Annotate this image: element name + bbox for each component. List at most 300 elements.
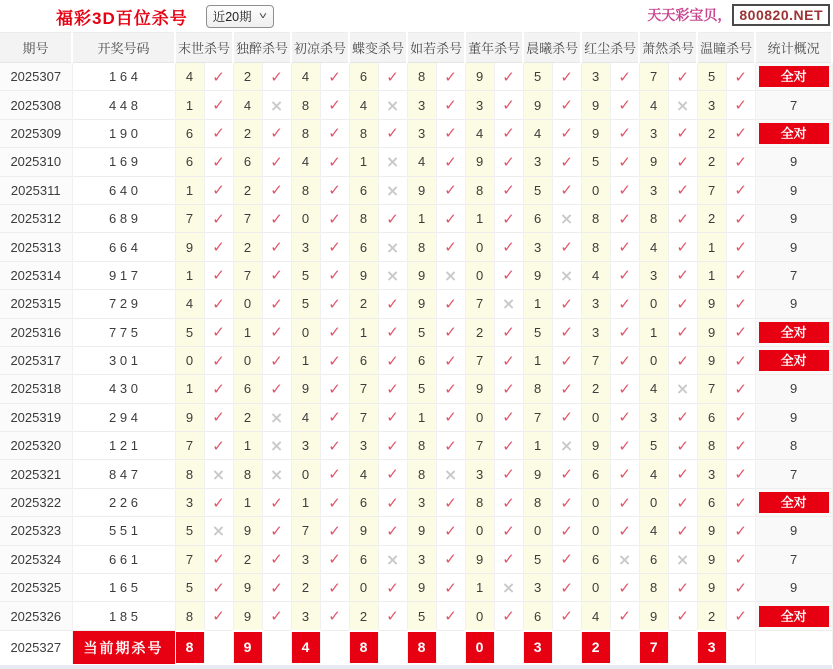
hit-check-icon: ✓	[552, 233, 581, 261]
kill-digit-cell: 3	[175, 488, 204, 516]
kill-digit-cell: 4	[639, 375, 668, 403]
kill-digit-cell: 5	[697, 63, 726, 91]
hit-check-icon: ✓	[320, 148, 349, 176]
hit-check-icon: ✓	[726, 488, 755, 516]
period-cell: 2025314	[0, 261, 72, 289]
kill-digit-cell: 9	[233, 517, 262, 545]
stat-cell	[755, 119, 832, 147]
current-kill-digit-cell: 8	[175, 631, 204, 664]
kill-digit-cell: 6	[697, 403, 726, 431]
kill-digit-cell: 1	[175, 261, 204, 289]
kill-digit-cell: 0	[639, 488, 668, 516]
miss-cross-icon: ×	[378, 176, 407, 204]
hit-check-icon: ✓	[436, 574, 465, 602]
kill-digit-cell: 9	[581, 91, 610, 119]
hit-check-icon: ✓	[378, 346, 407, 374]
current-kill-digit-cell: 2	[581, 631, 610, 664]
hit-check-icon: ✓	[494, 176, 523, 204]
kill-digit-cell: 9	[697, 574, 726, 602]
hit-check-icon: ✓	[552, 176, 581, 204]
hit-check-icon: ✓	[726, 460, 755, 488]
hit-check-icon: ✓	[494, 432, 523, 460]
kill-digit-cell: 8	[175, 602, 204, 631]
hit-check-icon: ✓	[204, 346, 233, 374]
hit-check-icon: ✓	[552, 545, 581, 573]
current-kill-digit-cell: 3	[523, 631, 552, 664]
kill-digit-cell: 7	[465, 346, 494, 374]
hit-check-icon: ✓	[204, 148, 233, 176]
current-period-row	[0, 631, 832, 664]
miss-cross-icon: ×	[204, 517, 233, 545]
table-row	[0, 290, 832, 318]
kill-digit-cell: 8	[233, 460, 262, 488]
miss-cross-icon: ×	[552, 432, 581, 460]
kill-digit-cell: 9	[581, 432, 610, 460]
kill-digit-cell: 6	[175, 119, 204, 147]
kill-digit-cell: 5	[523, 318, 552, 346]
hit-check-icon: ✓	[610, 290, 639, 318]
hit-check-icon: ✓	[668, 119, 697, 147]
kill-digit-cell: 8	[639, 574, 668, 602]
kill-digit-cell: 2	[233, 403, 262, 431]
hit-check-icon: ✓	[726, 148, 755, 176]
hit-check-icon: ✓	[320, 346, 349, 374]
kill-digit-cell: 7	[523, 403, 552, 431]
empty-mark-cell	[204, 631, 233, 664]
kill-digit-cell: 7	[581, 346, 610, 374]
kill-digit-cell: 9	[465, 148, 494, 176]
stat-cell	[755, 488, 832, 516]
kill-digit-cell: 3	[407, 119, 436, 147]
kill-digit-cell: 9	[581, 119, 610, 147]
kill-digit-cell: 0	[291, 460, 320, 488]
stat-cell	[755, 318, 832, 346]
kill-digit-cell: 3	[465, 460, 494, 488]
kill-digit-cell: 9	[233, 602, 262, 631]
hit-check-icon: ✓	[726, 261, 755, 289]
kill-digit-cell: 9	[639, 148, 668, 176]
period-cell: 2025321	[0, 460, 72, 488]
kill-digit-cell: 9	[407, 261, 436, 289]
kill-digit-cell: 3	[697, 460, 726, 488]
kill-digit-cell: 1	[523, 290, 552, 318]
kill-digit-cell: 0	[349, 574, 378, 602]
hit-check-icon: ✓	[726, 574, 755, 602]
hit-check-icon: ✓	[320, 488, 349, 516]
hit-check-icon: ✓	[494, 403, 523, 431]
hit-check-icon: ✓	[610, 460, 639, 488]
kill-digit-cell: 4	[639, 233, 668, 261]
hit-check-icon: ✓	[610, 119, 639, 147]
hit-check-icon: ✓	[552, 91, 581, 119]
winning-number-cell: 8 4 7	[72, 460, 175, 488]
hit-check-icon: ✓	[726, 91, 755, 119]
kill-digit-cell: 9	[465, 545, 494, 573]
hit-check-icon: ✓	[726, 204, 755, 232]
kill-digit-cell: 4	[291, 148, 320, 176]
winning-number-cell: 1 8 5	[72, 602, 175, 631]
kill-digit-cell: 2	[697, 602, 726, 631]
kill-digit-cell: 3	[581, 63, 610, 91]
hit-check-icon: ✓	[552, 403, 581, 431]
hit-check-icon: ✓	[204, 488, 233, 516]
hit-check-icon: ✓	[436, 403, 465, 431]
hit-check-icon: ✓	[552, 119, 581, 147]
kill-digit-cell: 4	[349, 460, 378, 488]
kill-digit-cell: 3	[639, 119, 668, 147]
site-watermark	[647, 4, 830, 26]
kill-digit-cell: 0	[639, 346, 668, 374]
kill-digit-cell: 3	[581, 318, 610, 346]
hit-check-icon: ✓	[494, 517, 523, 545]
current-kill-digit-cell: 9	[233, 631, 262, 664]
hit-check-icon: ✓	[436, 517, 465, 545]
current-kill-digit-cell: 7	[639, 631, 668, 664]
kill-digit-cell: 0	[233, 346, 262, 374]
kill-digit-cell: 1	[175, 91, 204, 119]
hit-check-icon: ✓	[262, 290, 291, 318]
kill-digit-cell: 1	[233, 432, 262, 460]
kill-digit-cell: 6	[349, 233, 378, 261]
hit-check-icon: ✓	[436, 233, 465, 261]
hit-check-icon: ✓	[262, 204, 291, 232]
hit-check-icon: ✓	[204, 119, 233, 147]
kill-digit-cell: 8	[407, 233, 436, 261]
hit-check-icon: ✓	[436, 432, 465, 460]
kill-digit-cell: 5	[407, 602, 436, 631]
hit-check-icon: ✓	[726, 403, 755, 431]
hit-check-icon: ✓	[436, 318, 465, 346]
hit-check-icon: ✓	[320, 403, 349, 431]
all-correct-badge: 全对	[759, 66, 829, 87]
hit-check-icon: ✓	[494, 261, 523, 289]
kill-digit-cell: 1	[175, 176, 204, 204]
kill-digit-cell: 3	[465, 91, 494, 119]
hit-check-icon: ✓	[552, 318, 581, 346]
kill-digit-cell: 0	[465, 233, 494, 261]
table-row	[0, 91, 832, 119]
period-cell: 2025316	[0, 318, 72, 346]
kill-digit-cell: 4	[465, 119, 494, 147]
chevron-down-icon: ˅	[258, 10, 267, 22]
hit-check-icon: ✓	[726, 176, 755, 204]
current-kill-digit-cell: 8	[407, 631, 436, 664]
hit-check-icon: ✓	[552, 460, 581, 488]
kill-digit-cell: 1	[233, 488, 262, 516]
hit-check-icon: ✓	[668, 460, 697, 488]
empty-mark-cell	[436, 631, 465, 664]
kill-digit-cell: 1	[349, 148, 378, 176]
kill-digit-cell: 6	[349, 346, 378, 374]
kill-digit-cell: 6	[639, 545, 668, 573]
kill-digit-cell: 9	[407, 517, 436, 545]
table-row	[0, 432, 832, 460]
kill-digit-cell: 3	[349, 432, 378, 460]
winning-number-cell: 2 9 4	[72, 403, 175, 431]
winning-number-cell: 4 3 0	[72, 375, 175, 403]
stat-cell	[755, 346, 832, 374]
table-row	[0, 602, 832, 631]
table-row	[0, 403, 832, 431]
hit-check-icon: ✓	[262, 119, 291, 147]
kill-digit-cell: 6	[349, 63, 378, 91]
miss-cross-icon: ×	[610, 545, 639, 573]
kill-digit-cell: 0	[175, 346, 204, 374]
kill-digit-cell: 7	[175, 545, 204, 573]
kill-digit-cell: 9	[233, 574, 262, 602]
hit-check-icon: ✓	[204, 602, 233, 631]
period-cell: 2025311	[0, 176, 72, 204]
miss-cross-icon: ×	[262, 432, 291, 460]
kill-digit-cell: 5	[407, 375, 436, 403]
hit-check-icon: ✓	[494, 460, 523, 488]
kill-digit-cell: 7	[465, 290, 494, 318]
hit-check-icon: ✓	[552, 346, 581, 374]
kill-digit-cell: 9	[523, 91, 552, 119]
period-cell: 2025323	[0, 517, 72, 545]
hit-check-icon: ✓	[610, 233, 639, 261]
kill-digit-cell: 5	[291, 261, 320, 289]
top-bar	[0, 0, 832, 32]
kill-digit-cell: 4	[639, 91, 668, 119]
col-header-kill: 末世杀号	[175, 33, 233, 63]
kill-digit-cell: 3	[407, 488, 436, 516]
col-header-kill: 如若杀号	[407, 33, 465, 63]
col-header-period: 期号	[0, 33, 72, 63]
empty-mark-cell	[610, 631, 639, 664]
miss-cross-icon: ×	[436, 460, 465, 488]
period-cell: 2025318	[0, 375, 72, 403]
kill-digit-cell: 9	[291, 375, 320, 403]
kill-digit-cell: 1	[407, 204, 436, 232]
hit-check-icon: ✓	[494, 346, 523, 374]
miss-cross-icon: ×	[668, 375, 697, 403]
period-cell: 2025325	[0, 574, 72, 602]
kill-digit-cell: 3	[639, 261, 668, 289]
hit-check-icon: ✓	[320, 574, 349, 602]
stat-cell-empty	[755, 631, 832, 664]
kill-digit-cell: 7	[291, 517, 320, 545]
hit-check-icon: ✓	[262, 545, 291, 573]
hit-check-icon: ✓	[204, 63, 233, 91]
miss-cross-icon: ×	[204, 460, 233, 488]
hit-check-icon: ✓	[610, 318, 639, 346]
hit-check-icon: ✓	[262, 233, 291, 261]
hit-check-icon: ✓	[204, 91, 233, 119]
kill-digit-cell: 7	[175, 204, 204, 232]
hit-check-icon: ✓	[552, 574, 581, 602]
stat-cell	[755, 63, 832, 91]
winning-number-cell: 5 5 1	[72, 517, 175, 545]
kill-digit-cell: 4	[581, 261, 610, 289]
empty-mark-cell	[668, 631, 697, 664]
kill-digit-cell: 5	[291, 290, 320, 318]
miss-cross-icon: ×	[552, 204, 581, 232]
kill-digit-cell: 9	[175, 233, 204, 261]
kill-digit-cell: 2	[349, 602, 378, 631]
hit-check-icon: ✓	[668, 403, 697, 431]
kill-digit-cell: 1	[465, 204, 494, 232]
period-range-dropdown[interactable]	[206, 5, 275, 28]
kill-digit-cell: 8	[581, 233, 610, 261]
table-row	[0, 261, 832, 289]
table-row	[0, 204, 832, 232]
hit-check-icon: ✓	[204, 261, 233, 289]
kill-digit-cell: 6	[349, 545, 378, 573]
stat-cell: 9	[755, 148, 832, 176]
empty-mark-cell	[320, 631, 349, 664]
winning-number-cell: 7 7 5	[72, 318, 175, 346]
kill-digit-cell: 3	[639, 176, 668, 204]
empty-mark-cell	[262, 631, 291, 664]
hit-check-icon: ✓	[610, 403, 639, 431]
kill-digit-cell: 6	[581, 460, 610, 488]
table-row	[0, 148, 832, 176]
hit-check-icon: ✓	[610, 63, 639, 91]
site-name-text: 天天彩宝贝，	[647, 7, 732, 23]
hit-check-icon: ✓	[494, 148, 523, 176]
stat-cell: 7	[755, 460, 832, 488]
hit-check-icon: ✓	[204, 545, 233, 573]
kill-digit-cell: 0	[581, 488, 610, 516]
hit-check-icon: ✓	[436, 375, 465, 403]
bottom-divider	[0, 665, 832, 669]
winning-number-cell: 7 2 9	[72, 290, 175, 318]
hit-check-icon: ✓	[378, 432, 407, 460]
kill-digit-cell: 1	[349, 318, 378, 346]
hit-check-icon: ✓	[320, 545, 349, 573]
kill-digit-cell: 7	[349, 375, 378, 403]
hit-check-icon: ✓	[436, 176, 465, 204]
table-row	[0, 318, 832, 346]
table-row	[0, 517, 832, 545]
hit-check-icon: ✓	[668, 63, 697, 91]
kill-digit-cell: 8	[407, 63, 436, 91]
period-cell: 2025319	[0, 403, 72, 431]
hit-check-icon: ✓	[668, 290, 697, 318]
stat-cell: 9	[755, 403, 832, 431]
current-kill-digit-cell: 4	[291, 631, 320, 664]
hit-check-icon: ✓	[610, 204, 639, 232]
period-cell: 2025309	[0, 119, 72, 147]
stat-cell: 9	[755, 290, 832, 318]
kill-digit-cell: 6	[233, 375, 262, 403]
hit-check-icon: ✓	[262, 176, 291, 204]
hit-check-icon: ✓	[726, 63, 755, 91]
page-title: 福彩3D百位杀号	[56, 8, 188, 28]
kill-digit-cell: 9	[639, 602, 668, 631]
hit-check-icon: ✓	[494, 375, 523, 403]
hit-check-icon: ✓	[204, 403, 233, 431]
kill-digit-cell: 8	[349, 204, 378, 232]
hit-check-icon: ✓	[320, 602, 349, 631]
period-cell: 2025313	[0, 233, 72, 261]
kill-digit-cell: 3	[407, 91, 436, 119]
table-header-row	[0, 33, 832, 63]
stat-cell: 7	[755, 261, 832, 289]
kill-digit-cell: 6	[697, 488, 726, 516]
hit-check-icon: ✓	[610, 432, 639, 460]
kill-digit-cell: 2	[233, 63, 262, 91]
hit-check-icon: ✓	[610, 602, 639, 631]
kill-digit-cell: 8	[523, 488, 552, 516]
hit-check-icon: ✓	[726, 545, 755, 573]
kill-digit-cell: 7	[233, 204, 262, 232]
kill-digit-cell: 5	[175, 318, 204, 346]
winning-number-cell: 1 2 1	[72, 432, 175, 460]
all-correct-badge: 全对	[759, 350, 829, 371]
kill-digit-cell: 8	[407, 460, 436, 488]
hit-check-icon: ✓	[610, 375, 639, 403]
kill-digit-cell: 3	[523, 233, 552, 261]
kill-digit-cell: 0	[291, 204, 320, 232]
winning-number-cell: 3 0 1	[72, 346, 175, 374]
kill-digit-cell: 8	[291, 176, 320, 204]
all-correct-badge: 全对	[759, 492, 829, 513]
kill-digit-cell: 0	[291, 318, 320, 346]
kill-digit-cell: 8	[581, 204, 610, 232]
hit-check-icon: ✓	[320, 432, 349, 460]
hit-check-icon: ✓	[204, 432, 233, 460]
stat-cell: 9	[755, 517, 832, 545]
hit-check-icon: ✓	[320, 63, 349, 91]
hit-check-icon: ✓	[610, 346, 639, 374]
kill-digit-cell: 9	[407, 176, 436, 204]
kill-digit-cell: 2	[233, 119, 262, 147]
hit-check-icon: ✓	[436, 488, 465, 516]
kill-digit-cell: 3	[581, 290, 610, 318]
kill-digit-cell: 6	[233, 148, 262, 176]
col-header-kill: 独醉杀号	[233, 33, 291, 63]
winning-number-cell: 1 9 0	[72, 119, 175, 147]
stat-cell: 8	[755, 432, 832, 460]
kill-digit-cell: 4	[291, 63, 320, 91]
kill-digit-cell: 1	[523, 346, 552, 374]
kill-digit-cell: 1	[233, 318, 262, 346]
table-row	[0, 119, 832, 147]
hit-check-icon: ✓	[726, 602, 755, 631]
kill-digit-cell: 8	[175, 460, 204, 488]
all-correct-badge: 全对	[759, 322, 829, 343]
kill-digit-cell: 7	[233, 261, 262, 289]
hit-check-icon: ✓	[204, 204, 233, 232]
miss-cross-icon: ×	[262, 460, 291, 488]
hit-check-icon: ✓	[668, 574, 697, 602]
hit-check-icon: ✓	[726, 290, 755, 318]
kill-digit-cell: 0	[581, 517, 610, 545]
kill-digit-cell: 6	[581, 545, 610, 573]
hit-check-icon: ✓	[204, 318, 233, 346]
kill-digit-cell: 5	[523, 545, 552, 573]
kill-digit-cell: 0	[465, 403, 494, 431]
hit-check-icon: ✓	[726, 318, 755, 346]
kill-digit-cell: 0	[233, 290, 262, 318]
hit-check-icon: ✓	[378, 318, 407, 346]
hit-check-icon: ✓	[378, 574, 407, 602]
kill-digit-cell: 7	[465, 432, 494, 460]
all-correct-badge: 全对	[759, 123, 829, 144]
kill-digit-cell: 4	[523, 119, 552, 147]
miss-cross-icon: ×	[552, 261, 581, 289]
empty-mark-cell	[726, 631, 755, 664]
kill-digit-cell: 9	[465, 63, 494, 91]
hit-check-icon: ✓	[668, 432, 697, 460]
empty-mark-cell	[378, 631, 407, 664]
kill-digit-cell: 2	[697, 148, 726, 176]
hit-check-icon: ✓	[320, 91, 349, 119]
kill-digit-cell: 4	[581, 602, 610, 631]
hit-check-icon: ✓	[610, 517, 639, 545]
